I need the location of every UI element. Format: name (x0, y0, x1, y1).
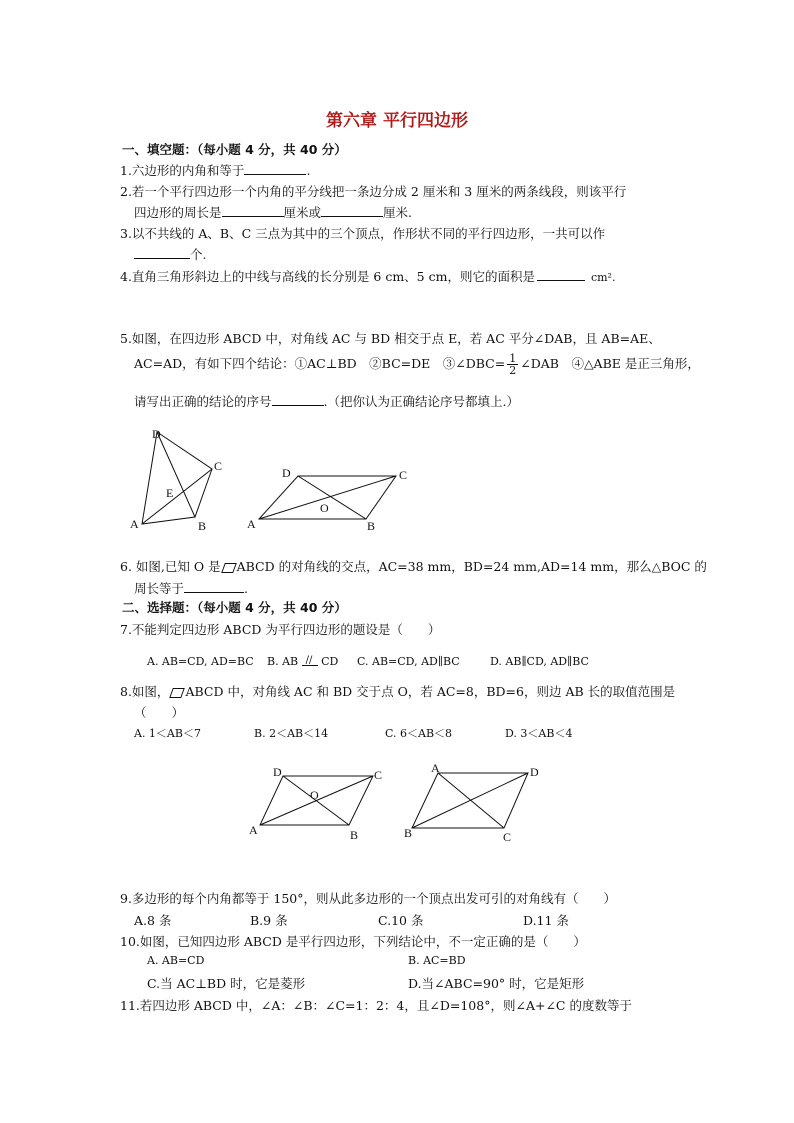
option-a[interactable]: A.8 条 (134, 913, 172, 928)
figure-quadrilateral-abcd (142, 432, 212, 524)
option-b[interactable] (267, 655, 338, 668)
question-10: 10.如图，已知四边形 ABCD 是平行四边形，下列结论中，不一定正确的是（ ） (120, 934, 586, 949)
question-4 (120, 267, 615, 285)
question-1 (120, 161, 310, 179)
question-5-text-b: ∠DAB ④△ABE 是正三角形， (520, 356, 700, 371)
label-a: A (431, 761, 440, 775)
question-8-line-1 (120, 682, 675, 700)
parallel-equal-icon: // (302, 656, 318, 668)
parallelogram-icon (221, 563, 237, 573)
question-1-end: . (306, 163, 311, 178)
question-6-text-a: 6. 如图,已知 O 是 (120, 559, 221, 574)
option-d[interactable]: D. AB∥CD, AD∥BC (490, 655, 589, 668)
label-c: C (374, 768, 383, 782)
option-a[interactable]: A. AB=CD (147, 954, 205, 967)
question-6-text-b: ABCD 的对角线的交点，AC=38 mm，BD=24 mm,AD=14 mm，那么△BOC 的 (236, 559, 707, 574)
question-2-text-c: 厘米. (383, 205, 413, 220)
option-c[interactable]: C.当 AC⊥BD 时，它是菱形 (147, 976, 306, 991)
label-d: D (530, 765, 539, 779)
option-b-text: B. AB (267, 655, 299, 668)
question-5-text-a: AC=AD，有如下四个结论：①AC⊥BD ②BC=DE ③∠DBC= (134, 356, 506, 371)
question-2-text-a: 四边形的周长是 (134, 205, 222, 220)
page-title: 第六章 平行四边形 (326, 111, 468, 131)
question-8-line-2: （ ） (134, 705, 185, 720)
section-1-header: 一、填空题：（每小题 4 分，共 40 分） (122, 142, 347, 157)
answer-blank[interactable] (272, 393, 324, 406)
option-d[interactable]: D.11 条 (523, 913, 569, 928)
label-a: A (130, 517, 139, 531)
figure-parallelogram-adbc (412, 773, 528, 828)
question-2-line-1: 2.若一个平行四边形一个内角的平分线把一条边分成 2 厘米和 3 厘米的两条线段，则该平行 (120, 184, 627, 199)
label-a: A (247, 517, 256, 531)
question-6-text-c: 周长等于 (134, 581, 185, 596)
question-9: 9.多边形的每个内角都等于 150°，则从此多边形的一个顶点出发可引的对角线有（ ） (120, 891, 617, 906)
option-a[interactable]: A. AB=CD, AD=BC (147, 655, 254, 668)
question-5-line-3 (134, 392, 519, 410)
question-2-text-b: 厘米或 (283, 205, 322, 220)
label-b: B (367, 519, 376, 533)
option-b[interactable]: B. AC=BD (408, 954, 466, 967)
label-o: O (310, 788, 319, 802)
option-b[interactable]: B.9 条 (250, 913, 288, 928)
label-b: B (350, 828, 359, 842)
label-b: B (404, 826, 413, 840)
fraction-numerator: 1 (509, 352, 517, 365)
label-c: C (399, 468, 408, 482)
question-5-text-d: .（把你认为正确结论序号都填上.） (323, 394, 519, 409)
label-c: C (214, 459, 223, 473)
question-2-line-2 (134, 203, 412, 221)
parallelogram-icon (170, 688, 186, 698)
option-d[interactable]: D.当∠ABC=90° 时，它是矩形 (408, 976, 585, 991)
label-o: O (320, 501, 329, 515)
question-3-line-1: 3.以不共线的 A、B、C 三点为其中的三个顶点，作形状不同的平行四边形，一共可以作 (120, 226, 606, 241)
figures-row-1 (120, 420, 420, 540)
answer-blank[interactable] (134, 246, 190, 259)
option-d[interactable]: D. 3＜AB＜4 (505, 727, 573, 740)
answer-blank[interactable] (321, 204, 383, 217)
option-c[interactable]: C. 6＜AB＜8 (385, 727, 453, 740)
answer-blank[interactable] (537, 268, 585, 281)
question-1-text: 1.六边形的内角和等于 (120, 163, 245, 178)
option-a[interactable]: A. 1＜AB＜7 (134, 727, 201, 740)
fraction-denominator: 2 (509, 364, 517, 377)
question-3-line-2 (134, 245, 206, 263)
question-4-unit: cm². (590, 271, 616, 284)
question-4-text: 4.直角三角形斜边上的中线与高线的长分别是 6 cm、5 cm，则它的面积是 (120, 269, 535, 284)
label-a: A (249, 823, 258, 837)
answer-blank[interactable] (184, 580, 244, 593)
option-c[interactable]: C. AB=CD, AD∥BC (357, 655, 460, 668)
question-6-text-d: . (244, 581, 248, 596)
question-6-line-1 (120, 557, 707, 575)
label-e: E (166, 486, 174, 500)
label-c: C (503, 830, 512, 844)
figures-row-2 (245, 758, 555, 848)
question-5-text-c: 请写出正确的结论的序号 (134, 394, 272, 409)
question-6-line-2 (134, 579, 248, 597)
fraction-one-half (507, 353, 518, 376)
answer-blank[interactable] (222, 204, 284, 217)
question-8-text-b: ABCD 中，对角线 AC 和 BD 交于点 O，若 AC=8，BD=6，则边 AB 长的取值范围是 (185, 684, 676, 699)
label-d: D (273, 765, 282, 779)
answer-blank[interactable] (244, 162, 306, 175)
label-d: D (282, 466, 291, 480)
question-3-text: 个. (190, 247, 207, 262)
question-11: 11.若四边形 ABCD 中，∠A：∠B：∠C=1：2：4，且∠D=108°，则∠A+∠C 的度数等于 (120, 998, 632, 1013)
label-b: B (198, 519, 207, 533)
option-b-text-end: CD (321, 655, 339, 668)
option-b[interactable]: B. 2＜AB＜14 (254, 727, 329, 740)
question-5-line-2 (134, 353, 700, 376)
option-c[interactable]: C.10 条 (378, 913, 424, 928)
question-5-line-1: 5.如图，在四边形 ABCD 中，对角线 AC 与 BD 相交于点 E，若 AC 平分∠DAB，且 AB=AE、 (120, 331, 661, 346)
label-d: D (152, 427, 161, 441)
question-8-text-a: 8.如图， (120, 684, 170, 699)
question-7: 7.不能判定四边形 ABCD 为平行四边形的题设是（ ） (120, 622, 441, 637)
section-2-header: 二、选择题：（每小题 4 分，共 40 分） (122, 600, 347, 615)
